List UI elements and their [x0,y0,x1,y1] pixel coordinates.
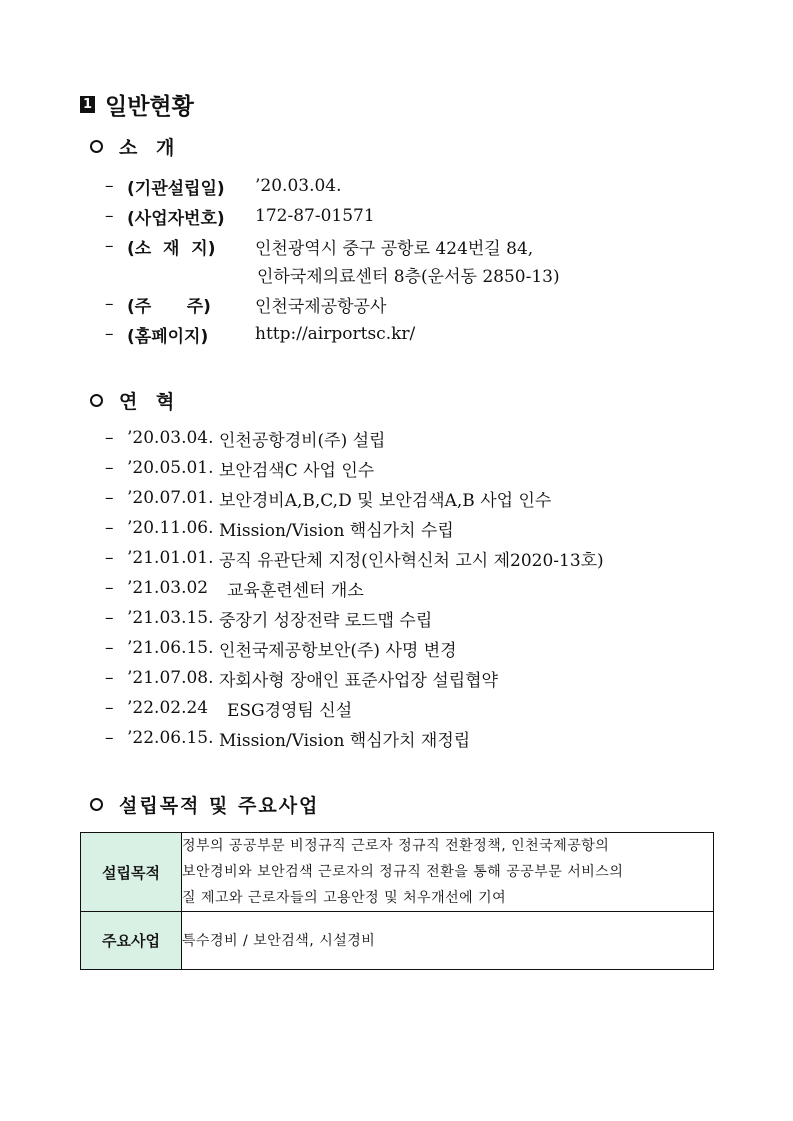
purpose-line: 질 제고와 근로자들의 고용안정 및 처우개선에 기여 [182,890,507,906]
history-text: 교육훈련센터 개소 [227,580,364,601]
business-line: 특수경비 / 보안검색, 시설경비 [182,932,376,949]
history-item: – ’21.06.15. 인천국제공항보안(주) 사명 변경 [105,633,457,663]
history-text: ESG경영팀 신설 [227,700,353,721]
intro-title: 소 개 [119,136,181,159]
business-cell [182,912,714,970]
history-item: – ’21.01.01. 공직 유관단체 지정(인사혁신처 고시 제2020-13호) [105,543,604,573]
history-title: 연 혁 [119,390,181,413]
info-row-shareholder: – (주 주) 인천국제공항공사 [105,289,386,319]
history-text: Mission/Vision 핵심가치 재정립 [219,730,471,751]
history-item: – ’21.03.02 교육훈련센터 개소 [105,573,364,603]
table-row [81,833,714,912]
history-text: 공직 유관단체 지정(인사혁신처 고시 제2020-13호) [219,550,604,571]
history-text: Mission/Vision 핵심가치 수립 [219,520,454,541]
history-item: – ’20.03.04. 인천공항경비(주) 설립 [105,423,385,453]
purpose-cell [182,833,714,912]
history-date: ’21.03.02 [127,578,209,598]
purpose-title: 설립목적 및 주요사업 [119,794,320,817]
history-date: ’22.06.15. [127,728,214,748]
history-heading [90,386,180,414]
info-value: 인천국제공항공사 [255,296,387,317]
circle-bullet-icon [90,140,103,153]
history-date: ’21.06.15. [127,638,214,658]
info-row-business-number: – (사업자번호) 172-87-01571 [105,201,375,231]
section-title: 일반현황 [105,93,194,120]
circle-bullet-icon [90,798,103,811]
info-value: 172-87-01571 [255,206,375,226]
info-value: ’20.03.04. [255,176,342,196]
purpose-line: 보안경비와 보안검색 근로자의 정규직 전환을 통해 공공부문 서비스의 [182,864,624,880]
section-heading [80,88,194,120]
row-header-purpose: 설립목적 [81,833,182,912]
purpose-table [80,832,714,970]
purpose-heading [90,790,319,818]
history-date: ’20.05.01. [127,458,214,478]
history-date: ’20.11.06. [127,518,214,538]
homepage-link[interactable]: http://airportsc.kr/ [255,324,416,344]
history-item: – ’20.07.01. 보안경비A,B,C,D 및 보안검색A,B 사업 인수 [105,483,551,513]
history-item: – ’22.06.15. Mission/Vision 핵심가치 재정립 [105,723,470,753]
history-date: ’21.07.08. [127,668,214,688]
info-row-homepage: – (홈페이지) http://airportsc.kr/ [105,319,415,349]
intro-heading [90,132,180,160]
purpose-line: 정부의 공공부문 비정규직 근로자 정규직 전환정책, 인천국제공항의 [182,838,610,854]
history-text: 보안검색C 사업 인수 [219,460,375,481]
history-item: – ’21.07.08. 자회사형 장애인 표준사업장 설립협약 [105,663,498,693]
history-item: – ’21.03.15. 중장기 성장전략 로드맵 수립 [105,603,432,633]
info-row-founded: – (기관설립일) ’20.03.04. [105,171,342,201]
row-header-business: 주요사업 [81,912,182,970]
history-item: – ’20.05.01. 보안검색C 사업 인수 [105,453,374,483]
section-number-badge: 1 [80,96,95,113]
circle-bullet-icon [90,394,103,407]
info-value: 인천광역시 중구 공항로 424번길 84, [255,238,534,259]
history-text: 보안경비A,B,C,D 및 보안검색A,B 사업 인수 [219,490,552,511]
info-value-address-line2: 인하국제의료센터 8층(운서동 2850-13) [257,266,560,287]
history-item: – ’20.11.06. Mission/Vision 핵심가치 수립 [105,513,454,543]
history-date: ’21.01.01. [127,548,214,568]
info-label: (소 재 지) [127,238,216,259]
history-date: ’20.07.01. [127,488,214,508]
info-row-address: – (소 재 지) 인천광역시 중구 공항로 424번길 84, [105,231,533,261]
info-label: (사업자번호) [127,208,225,229]
history-date: ’21.03.15. [127,608,214,628]
history-text: 자회사형 장애인 표준사업장 설립협약 [219,670,498,691]
info-label: (기관설립일) [127,178,225,199]
info-label: (홈페이지) [127,326,209,347]
history-text: 중장기 성장전략 로드맵 수립 [219,610,433,631]
history-date: ’20.03.04. [127,428,214,448]
history-text: 인천국제공항보안(주) 사명 변경 [219,640,457,661]
table-row [81,912,714,970]
info-label: (주 주) [127,296,211,317]
history-item: – ’22.02.24 ESG경영팀 신설 [105,693,352,723]
history-text: 인천공항경비(주) 설립 [219,430,386,451]
history-date: ’22.02.24 [127,698,209,718]
